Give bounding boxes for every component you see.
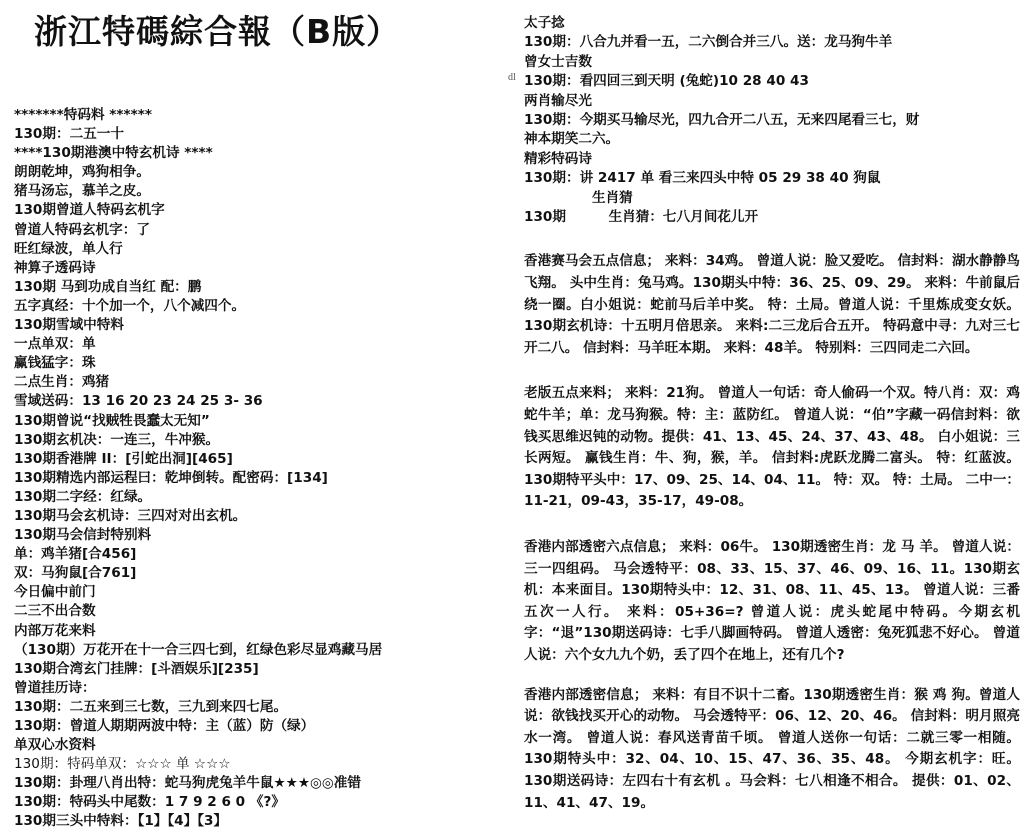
text-line: 五字真经：十个加一个，八个减四个。 [14, 297, 246, 314]
text-line: 双：马狗鼠[合761] [14, 565, 137, 582]
paragraph-old-edition: 老版五点来料； 来料：21狗。 曾道人一句话：奇人偷码一个双。特八肖：双：鸡蛇牛羊；单：龙马狗猴。特：主：蓝防红。 曾道人说：“伯”字藏一码信封料：欲钱买思维迟钝的动物。提供：41、13、45、24、37、43、48。 白小姐说：三长两短。 赢钱生肖：牛、狗，猴，羊。 信封料:虎跃龙腾二富头。 特：红蓝波。 130期特平头中：17、09、25、14、04、11。 特：双。 特：土局。 二中一：11-21，09-43，35-17，49-08。 [524, 385, 1020, 510]
text-line: 精彩特码诗 [524, 150, 592, 167]
text-line: 130期 马到功成自当红 配：鹏 [14, 278, 202, 295]
text-line: 130期合湾玄门挂牌：[斗酒娱乐][235] [14, 660, 259, 677]
text-line: 130期玄机决：一连三，牛冲猴。 [14, 431, 220, 448]
text-line: 曾道挂历诗： [14, 679, 96, 696]
text-line: 今日偏中前门 [14, 584, 96, 601]
text-line: 130期马会玄机诗：三四对对出玄机。 [14, 507, 247, 524]
text-line: 神本期笑二六。 [524, 131, 620, 148]
text-line: 曾女士吉数 [524, 53, 592, 70]
text-line: 旺红绿波，单人行 [14, 240, 123, 257]
text-line: 130期：八合九并看一五，二六倒合并三八。送：龙马狗牛羊 [524, 34, 893, 51]
text-line: 一点单双：单 [14, 336, 96, 353]
text-line: 朗朗乾坤，鸡狗相争。 [14, 164, 150, 181]
text-line: 130期：二五一十 [14, 126, 124, 143]
text-line: 130期：曾道人期期两波中特：主（蓝）防（绿） [14, 718, 315, 734]
text-line: （130期）万花开在十一合三四七到，红绿色彩尽显鸡藏马居 [14, 641, 383, 658]
left-column [14, 106, 504, 832]
text-line: 130期 生肖猜：七八月间花儿开 [524, 209, 759, 226]
text-line: 曾道人特码玄机字：了 [14, 221, 150, 238]
text-line: 130期精选内部运程曰：乾坤倒转。配密码：[134] [14, 469, 328, 486]
text-line: 雪域送码：13 16 20 23 24 25 3- 36 [14, 393, 263, 410]
text-line: 内部万花来料 [14, 622, 96, 639]
text-line: 130期三头中特料：【1】【4】【3】 [14, 813, 228, 830]
page-title: 浙江特碼綜合報（B版） [34, 12, 401, 51]
text-line: 130期二字经：红绿。 [14, 488, 152, 505]
text-line: 太子捻 [524, 15, 565, 31]
text-line: 130期曾道人特码玄机字 [14, 202, 165, 219]
text-line: 130期香港牌 II：[引蛇出洞][465] [14, 450, 233, 467]
paragraph-six-point-info: 香港内部透密六点信息； 来料：06牛。 130期透密生肖：龙 马 羊。 曾道人说：三一四组码。 马会透特平：08、33、15、37、46、09、16、11。130期玄机：本来面目。130期特头中：12、31、08、11、45、13。 曾道人说：三番五次一人行。 来料：05+36=? 曾道人说：虎头蛇尾中特码。今期玄机字：“退”130期送码诗：七手八脚画特码。 曾道人透密：兔死狐悲不好心。 曾道人说：六个女九九个奶，丢了四个在地上，还有几个? [524, 539, 1020, 663]
text-line: 130期：讲 2417 单 看三来四头中特 05 29 38 40 狗鼠 [524, 170, 881, 187]
section-heading: ****130期港澳中特玄机诗 **** [14, 145, 213, 162]
text-line: 单：鸡羊猪[合456] [14, 546, 137, 563]
text-line: 猪马汤忘，慕羊之皮。 [14, 183, 150, 200]
text-line: 130期马会信封特别料 [14, 527, 152, 544]
right-column [524, 14, 1020, 814]
text-line: 130期：卦理八肖出特：蛇马狗虎兔羊牛鼠★★★◎◎准错 [14, 775, 361, 792]
text-line: 130期：看四回三到天明 (兔蛇)10 28 40 43 [524, 73, 809, 90]
text-line: 130期：特码头中尾数：1 7 9 2 6 0 《?》 [14, 794, 285, 811]
text-line: 130期：今期买马输尽光，四九合开二八五，无来四尾看三七，财 [524, 112, 920, 129]
text-line: 单双心水资料 [14, 737, 96, 754]
section-heading: *******特码料 ****** [14, 107, 152, 123]
text-line: 二点生肖：鸡猪 [14, 374, 110, 391]
paragraph-inside-info: 香港内部透密信息； 来料：有目不识十二畜。130期透密生肖：猴 鸡 狗。曾道人说：欲钱找买开心的动物。 马会透特平：06、12、20、46。 信封料：明月照亮水一湾。 曾道人说：春风送青苗千顷。 曾道人送你一句话：二就三零一相随。130期特头中：32、04、10、15、47、36、35、48。 今期玄机字：旺。130期送码诗：左四右十有玄机 。马会料：七八相逢不相合。 提供：01、02、11、41、47、19。 [524, 686, 1020, 811]
text-line: 二三不出合数 [14, 603, 96, 620]
text-line: 赢钱猛字：珠 [14, 355, 96, 372]
margin-marker: dl [508, 72, 516, 83]
text-line: 130期曾说“找贼牲畏蠢太无知” [14, 412, 210, 429]
text-line: 神算子透码诗 [14, 259, 96, 276]
text-line: 130期：特码单双：☆☆☆ 单 ☆☆☆ [14, 756, 231, 773]
paragraph-five-point-info: 香港赛马会五点信息； 来料：34鸡。 曾道人说：脸又爱吃。 信封料：湖水静静鸟飞翔。 头中生肖：兔马鸡。130期头中特：36、25、09、29。 来料：牛前鼠后绕一圈。白小姐说：蛇前马后羊中奖。 特：土局。曾道人说：千里炼成变女妖。 130期玄机诗：十五明月倍思亲。 来料:二三龙后合五开。 特码意中寻：九对三七开二八。 信封料：马羊旺本期。 来料：48羊。 特别料：三四同走二六回。 [524, 253, 1020, 356]
text-line: 生肖猜 [592, 189, 633, 206]
text-line: 130期雪域中特料 [14, 317, 124, 334]
text-line: 两肖输尽光 [524, 92, 592, 109]
text-line: 130期：二五来到三七数，三九到来四七尾。 [14, 698, 288, 715]
